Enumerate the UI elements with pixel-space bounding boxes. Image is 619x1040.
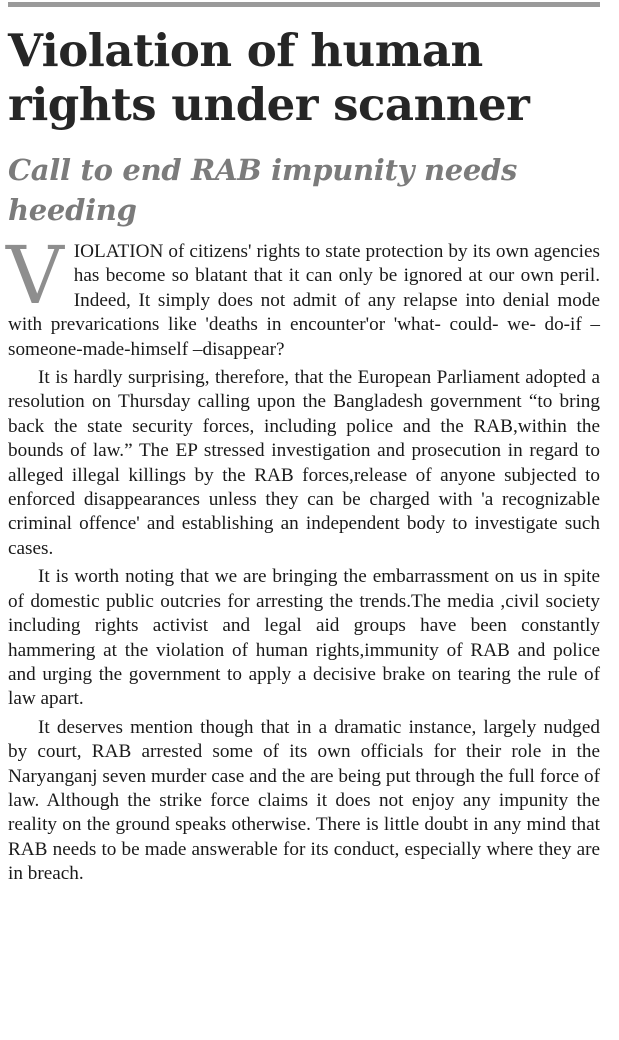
lead-text: IOLATION of citizens' rights to state protection by its own agencies has become so blatant that it can only be ignored at our own peril. Indeed, It simply does not admit of any relapse into denial mode with prevarications like 'deaths in encounter'or 'what- could- we- do-if –someone-made-himself –disappear?: [8, 241, 600, 360]
drop-cap: V: [6, 229, 64, 322]
headline: Violation of human rights under scanner: [8, 24, 530, 131]
paragraph-2: It is hardly surprising, therefore, that the European Parliament adopted a resolution on Thursday calling upon the Bangladesh government “to bring back the state security forces, including police and the RAB,within the bounds of law.” The EP stressed investigation and prosecution in regard to alleged illegal killings by the RAB forces,release of anyone subjected to enforced disappearances unless they can be charged with 'a recognizable criminal offence' and establishing an independent body to investigate such cases.: [8, 367, 600, 559]
paragraph-4: It deserves mention though that in a dramatic instance, largely nudged by court, RAB arrested some of its own officials for their role in the Naryanganj seven murder case and the are being put through the full force of law. Although the strike force claims it does not enjoy any impunity the reality on the ground speaks otherwise. There is little doubt in any mind that RAB needs to be made answerable for its conduct, especially where they are in breach.: [8, 716, 600, 885]
lead-paragraph: [6, 229, 600, 362]
subheadline: Call to end RAB impunity needs heeding: [8, 153, 518, 227]
article-body: [6, 229, 600, 891]
top-rule: [8, 2, 600, 7]
paragraph-3: It is worth noting that we are bringing the embarrassment on us in spite of domestic public outcries for arresting the trends.The media ,civil society including rights activist and legal aid groups have been constantly hammering at the violation of human rights,immunity of RAB and police and urging the government to apply a decisive brake on tearing the rule of law apart.: [8, 566, 600, 710]
